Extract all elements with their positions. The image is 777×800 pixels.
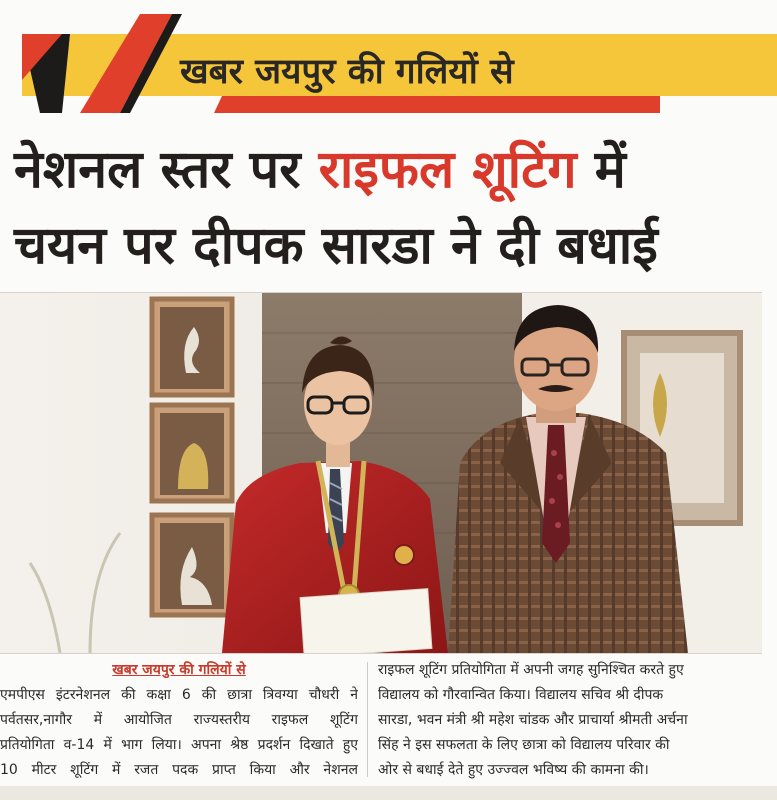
bottom-rule xyxy=(0,786,777,800)
article-line: प्रतियोगिता व-14 में भाग लिया। अपना श्रेष्ठ प्रदर्शन दिखाते हुए xyxy=(0,737,358,753)
news-photo xyxy=(0,292,762,654)
photo-illustration xyxy=(0,293,762,653)
article-line: एमपीएस इंटरनेशनल की कक्षा 6 की छात्रा त्रिवग्या चौधरी ने xyxy=(0,687,358,703)
headline-line-2: चयन पर दीपक सारडा ने दी बधाई xyxy=(14,216,658,276)
section-banner xyxy=(0,0,777,120)
headline-part-2: में xyxy=(576,140,626,200)
article-line: ओर से बधाई देते हुए उज्ज्वल भविष्य की कामना की। xyxy=(378,762,649,778)
article-line: सिंह ने इस सफलता के लिए छात्रा को विद्यालय परिवार की xyxy=(378,737,670,753)
column-divider xyxy=(367,662,368,777)
headline-line-1 xyxy=(14,140,774,200)
article-column-left xyxy=(0,658,358,783)
article-column-right xyxy=(378,658,768,783)
wall-shelves xyxy=(152,299,232,615)
article-kicker: खबर जयपुर की गलियों से xyxy=(112,662,246,678)
headline-highlight: राइफल शूटिंग xyxy=(318,140,577,200)
article-line: 10 मीटर शूटिंग में रजत पदक प्राप्त किया और नेशनल xyxy=(0,762,358,778)
banner-title: खबर जयपुर की गलियों से xyxy=(180,52,514,92)
banner-red-strip xyxy=(214,96,660,113)
article-line: सारडा, भवन मंत्री श्री महेश चांडक और प्राचार्या श्रीमती अर्चना xyxy=(378,712,688,728)
article-line: राइफल शूटिंग प्रतियोगिता में अपनी जगह सुनिश्चित करते हुए xyxy=(378,662,684,678)
article-line: पर्वतसर,नागौर में आयोजित राज्यस्तरीय राइफल शूटिंग xyxy=(0,712,358,728)
article-line: विद्यालय को गौरवान्वित किया। विद्यालय सचिव श्री दीपक xyxy=(378,687,664,703)
article-body xyxy=(0,658,777,800)
headline-part-1: नेशनल स्तर पर xyxy=(14,140,319,200)
